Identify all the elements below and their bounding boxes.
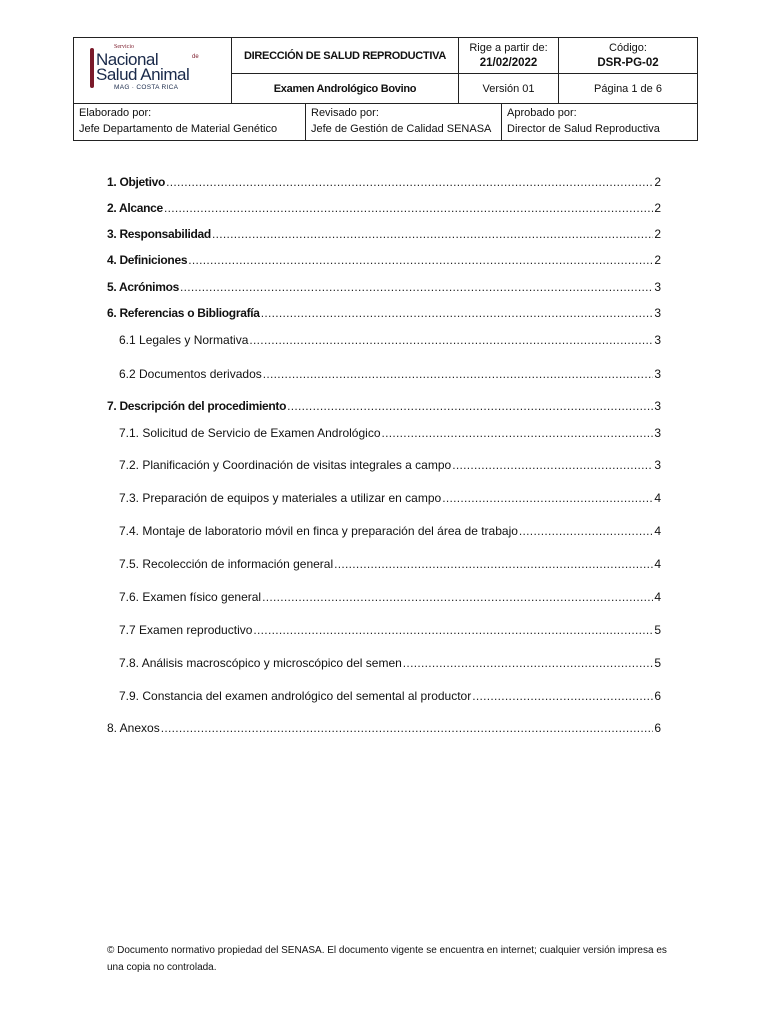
- code-cell: [559, 38, 698, 74]
- logo-line1: Nacional: [96, 50, 159, 69]
- code-value: DSR-PG-02: [597, 56, 659, 69]
- toc-leader-dots: [442, 490, 653, 506]
- toc-entry[interactable]: [119, 622, 661, 638]
- toc-leader-dots: [287, 398, 653, 414]
- senasa-logo: [92, 44, 222, 100]
- toc-page-number: 3: [654, 458, 661, 472]
- direction-title: DIRECCIÓN DE SALUD REPRODUCTIVA: [232, 38, 459, 74]
- toc-entry-title: 7.4. Montaje de laboratorio móvil en finca y preparación del área de trabajo: [119, 524, 518, 538]
- toc-entry[interactable]: [119, 366, 661, 382]
- logo-subtitle: MAG · COSTA RICA: [114, 84, 179, 91]
- toc-entry-title: 7. Descripción del procedimiento: [107, 399, 287, 413]
- toc-entry[interactable]: [107, 720, 661, 736]
- toc-entry[interactable]: [119, 490, 661, 506]
- toc-leader-dots: [403, 655, 654, 671]
- toc-page-number: 3: [654, 367, 661, 381]
- logo-small-text: Servicio: [114, 44, 134, 50]
- toc-page-number: 4: [654, 557, 661, 571]
- toc-page-number: 4: [654, 491, 661, 505]
- toc-leader-dots: [166, 174, 653, 190]
- toc-entry[interactable]: [107, 226, 661, 242]
- toc-entry[interactable]: [119, 688, 661, 704]
- toc-entry-title: 1. Objetivo: [107, 175, 166, 189]
- toc-entry[interactable]: [107, 279, 661, 295]
- toc-entry-title: 6. Referencias o Bibliografía: [107, 306, 260, 320]
- toc-entry-title: 3. Responsabilidad: [107, 227, 211, 241]
- toc-entry[interactable]: [107, 398, 661, 414]
- toc-entry[interactable]: [119, 457, 661, 473]
- toc-entry-title: 7.1. Solicitud de Servicio de Examen Andrológico: [119, 426, 381, 440]
- effective-date-cell: [459, 38, 559, 74]
- reviewed-by-label: Revisado por:: [311, 107, 379, 119]
- toc-entry-title: 7.6. Examen físico general: [119, 590, 262, 604]
- toc-leader-dots: [249, 332, 653, 348]
- toc-page-number: 6: [654, 721, 661, 735]
- toc-entry[interactable]: [119, 523, 661, 539]
- toc-entry[interactable]: [107, 252, 661, 268]
- toc-entry-title: 7.2. Planificación y Coordinación de visitas integrales a campo: [119, 458, 452, 472]
- toc-page-number: 4: [654, 524, 661, 538]
- toc-entry[interactable]: [119, 589, 661, 605]
- toc-page-number: 2: [654, 201, 661, 215]
- toc-entry[interactable]: [119, 425, 661, 441]
- toc-entry-title: 6.1 Legales y Normativa: [119, 333, 249, 347]
- toc-page-number: 2: [654, 227, 661, 241]
- reviewed-by-value: Jefe de Gestión de Calidad SENASA: [311, 123, 492, 135]
- logo-de: de: [192, 54, 199, 60]
- toc-page-number: 2: [654, 253, 661, 267]
- approved-by-cell: [502, 104, 698, 141]
- toc-entry[interactable]: [119, 556, 661, 572]
- toc-entry-title: 7.5. Recolección de información general: [119, 557, 334, 571]
- toc-page-number: 3: [654, 426, 661, 440]
- toc-leader-dots: [263, 366, 654, 382]
- toc-page-number: 2: [654, 175, 661, 189]
- toc-entry-title: 2. Alcance: [107, 201, 163, 215]
- toc-page-number: 5: [654, 623, 661, 637]
- toc-entry-title: 7.7 Examen reproductivo: [119, 623, 253, 637]
- approved-by-label: Aprobado por:: [507, 107, 577, 119]
- footer-notice: © Documento normativo propiedad del SENASA. El documento vigente se encuentra en internet; cualquier versión impresa es una copia no controlada.: [107, 945, 667, 973]
- toc-leader-dots: [452, 457, 653, 473]
- toc-leader-dots: [382, 425, 654, 441]
- toc-leader-dots: [519, 523, 653, 539]
- page-count: Página 1 de 6: [559, 74, 698, 104]
- toc-leader-dots: [253, 622, 653, 638]
- logo-bar: [90, 48, 94, 88]
- toc-entry[interactable]: [107, 200, 661, 216]
- document-header: [73, 37, 698, 104]
- toc-page-number: 3: [654, 333, 661, 347]
- toc-entry-title: 8. Anexos: [107, 721, 160, 735]
- toc-entry[interactable]: [119, 332, 661, 348]
- toc-page-number: 4: [654, 590, 661, 604]
- document-title: Examen Andrológico Bovino: [232, 74, 459, 104]
- toc-page-number: 6: [654, 689, 661, 703]
- toc-page-number: 3: [654, 306, 661, 320]
- elaborated-by-cell: [74, 104, 306, 141]
- toc-entry[interactable]: [107, 174, 661, 190]
- toc-leader-dots: [334, 556, 653, 572]
- toc-page-number: 3: [654, 399, 661, 413]
- toc-leader-dots: [188, 252, 653, 268]
- toc-leader-dots: [212, 226, 653, 242]
- effective-date-label: Rige a partir de:: [469, 41, 548, 54]
- toc-entry-title: 7.9. Constancia del examen andrológico del semental al productor: [119, 689, 472, 703]
- toc-leader-dots: [472, 688, 653, 704]
- toc-leader-dots: [180, 279, 653, 295]
- toc-entry[interactable]: [107, 305, 661, 321]
- approved-by-value: Director de Salud Reproductiva: [507, 123, 660, 135]
- logo-cell: [74, 38, 232, 104]
- version: Versión 01: [459, 74, 559, 104]
- code-label: Código:: [609, 41, 647, 54]
- toc-entry[interactable]: [119, 655, 661, 671]
- approval-table: [73, 103, 698, 141]
- toc-entry-title: 7.3. Preparación de equipos y materiales a utilizar en campo: [119, 491, 442, 505]
- elaborated-by-value: Jefe Departamento de Material Genético: [79, 123, 278, 135]
- effective-date-value: 21/02/2022: [479, 56, 538, 69]
- toc-leader-dots: [161, 720, 654, 736]
- toc-entry-title: 6.2 Documentos derivados: [119, 367, 262, 381]
- reviewed-by-cell: [306, 104, 502, 141]
- toc-leader-dots: [262, 589, 653, 605]
- toc-page-number: 3: [654, 280, 661, 294]
- toc-page-number: 5: [654, 656, 661, 670]
- toc-entry-title: 7.8. Análisis macroscópico y microscópico del semen: [119, 656, 402, 670]
- toc-leader-dots: [261, 305, 654, 321]
- logo-line2: Salud Animal: [96, 65, 190, 84]
- elaborated-by-label: Elaborado por:: [79, 107, 152, 119]
- toc-entry-title: 5. Acrónimos: [107, 280, 179, 294]
- toc-leader-dots: [164, 200, 653, 216]
- toc-entry-title: 4. Definiciones: [107, 253, 188, 267]
